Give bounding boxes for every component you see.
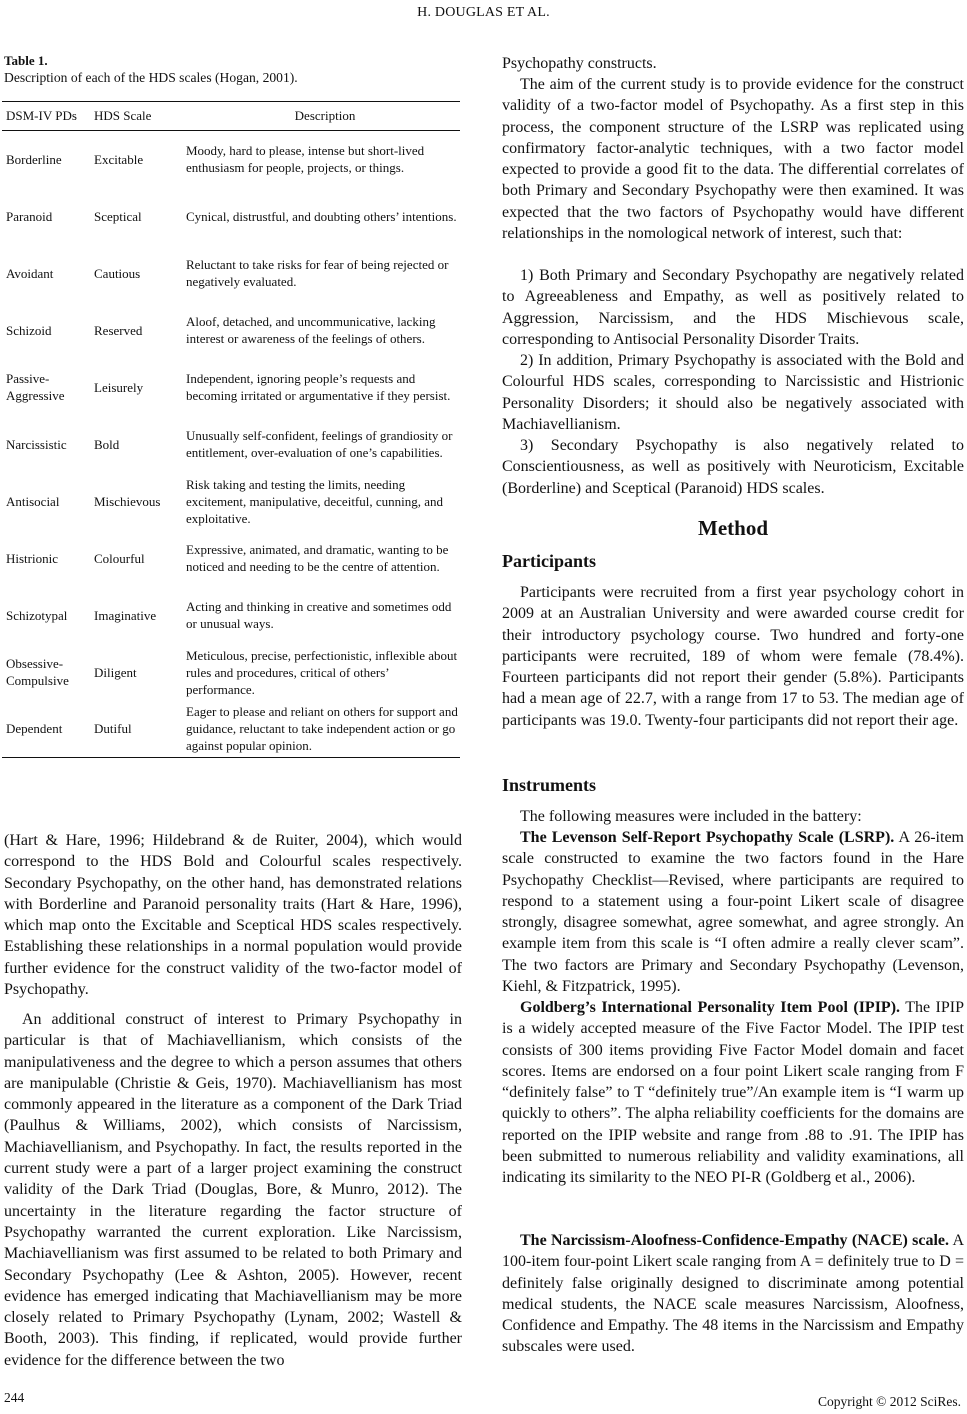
dsm-pd-cell: Obsessive-Compulsive	[6, 656, 69, 688]
table-row	[2, 644, 460, 701]
ipip-text: The IPIP is a widely accepted measure of the Five Factor Model. The IPIP test consists of 300 items providing Five Factor Model domain and facet scores. Items are endorsed on a four point Likert scale ranging from F “definitely false” to T “definitely true”/An example item is “I warm up quickly to others”. The alpha reliability coefficients for the domains are reported on the IPIP website and range from .88 to .91. The IPIP has been submitted to numerous reliability and validity examinations, all indicating its similarity to the NEO PI-R (Goldberg et al., 2006).	[502, 999, 964, 1187]
hds-scale-cell: Imaginative	[94, 607, 157, 623]
dsm-pd-cell: Borderline	[6, 151, 62, 167]
description-cell: Reluctant to take risks for fear of being rejected or negatively evaluated.	[186, 257, 449, 289]
table-row	[2, 302, 460, 359]
dsm-pd-cell: Histrionic	[6, 550, 58, 566]
hypothesis-2: 2) In addition, Primary Psychopathy is associated with the Bold and Colourful HDS scales, corresponding to Narcissistic and Histrionic Personality Disorders; it should also be negatively associated with Machiavellianism.	[502, 352, 964, 433]
hypothesis-1: 1) Both Primary and Secondary Psychopathy are negatively related to Agreeableness and Empathy, as well as positively related to Aggression, Narcissism, and the HDS Mischievous scale, corresponding to Antisocial Personality Disorder Traits.	[502, 267, 964, 348]
table-header-row	[2, 102, 460, 131]
copyright-notice: Copyright © 2012 SciRes.	[817, 1394, 961, 1409]
table-row	[2, 416, 460, 473]
nace-text: A 100-item four-point Likert scale ranging from A = definitely true to D = definitely false originally designed to discriminate among potential medical students, the NACE scale measures Narcissism, Aloofness, Confidence and Empathy. The 48 items in the Narcissism and Empathy subscales were used.	[502, 1232, 965, 1356]
description-cell: Acting and thinking in creative and sometimes odd or unusual ways.	[186, 599, 452, 631]
dsm-pd-cell: Narcissistic	[6, 436, 67, 452]
description-cell: Expressive, animated, and dramatic, wanting to be noticed and needing to be the centre of attention.	[186, 542, 449, 574]
hds-scale-cell: Sceptical	[94, 208, 142, 224]
running-head: H. DOUGLAS ET AL.	[417, 5, 550, 20]
dsm-pd-cell: Paranoid	[6, 208, 53, 224]
table-caption: Description of each of the HDS scales (Hogan, 2001).	[4, 70, 298, 85]
nace-title: The Narcissism-Aloofness-Confidence-Empathy (NACE) scale.	[520, 1232, 950, 1249]
column-header-dsm: DSM-IV PDs	[2, 102, 90, 131]
hds-scale-cell: Colourful	[94, 550, 145, 566]
column-header-description: Description	[186, 102, 460, 131]
hds-scale-cell: Reserved	[94, 322, 143, 338]
hds-scale-cell: Dutiful	[94, 721, 132, 737]
table-row	[2, 245, 460, 302]
dsm-pd-cell: Schizoid	[6, 322, 52, 338]
hds-scale-cell: Cautious	[94, 265, 141, 281]
subsection-title-instruments: Instruments	[502, 775, 597, 795]
hds-scale-cell: Bold	[94, 436, 120, 452]
table-row	[2, 359, 460, 416]
hds-scale-cell: Diligent	[94, 664, 137, 680]
description-cell: Independent, ignoring people’s requests and becoming irritated or argumentative if they persist.	[186, 371, 451, 403]
description-cell: Meticulous, precise, perfectionistic, inflexible about rules and procedures, critical of others’ performance.	[186, 647, 458, 697]
hds-scale-cell: Leisurely	[94, 379, 144, 395]
table-row	[2, 701, 460, 758]
description-cell: Risk taking and testing the limits, needing excitement, manipulative, deceitful, cunning, and exploitative.	[186, 476, 444, 526]
section-title-method: Method	[698, 516, 768, 540]
paragraph-hart-hare: (Hart & Hare, 1996; Hildebrand & de Ruiter, 2004), which would correspond to the HDS Bold and Colourful scales respectively. Secondary Psychopathy, on the other hand, has demonstrated relations with Borderline and Paranoid personality traits (Hart & Hare, 1996), which map onto the Excitable and Sceptical HDS scales respectively. Establishing these relationships in a normal population would provide further evidence for the construct validity of the two-factor model of Psychopathy.	[4, 832, 462, 999]
paragraph-aim: The aim of the current study is to provide evidence for the construct validity of a two-factor model of Psychopathy. As a first step in this process, the component structure of the LSRP was replicated using confirmatory factor-analytic techniques, with a two factor model expected to provide a good fit to the data. The differential correlates of both Primary and Secondary Psychopathy were then examined. It was expected that the two factors of Psychopathy would have different relationships in the nomological network of interest, such that:	[502, 76, 964, 243]
subsection-title-participants: Participants	[502, 551, 596, 571]
description-cell: Eager to please and reliant on others for support and guidance, reluctant to take independent action or go against popular opinion.	[186, 704, 458, 754]
paragraph-ipip	[502, 997, 964, 1189]
column-header-hds: HDS Scale	[90, 102, 186, 131]
dsm-pd-cell: Schizotypal	[6, 607, 68, 623]
hds-scale-cell: Excitable	[94, 151, 144, 167]
lsrp-title: The Levenson Self-Report Psychopathy Scale (LSRP).	[520, 829, 895, 846]
paragraph-machiavellianism: An additional construct of interest to Primary Psychopathy in particular is that of Machiavellianism, which consists of the manipulativeness and the degree to which a person assumes that others are manipulable (Christie & Geis, 1970). Machiavellianism has most commonly appeared in the literature as a component of the Dark Triad (Paulhus & Williams, 2002), which consists of Narcissism, Machiavellianism, and Psychopathy. In fact, the results reported in the current study were a part of a larger project examining the construct validity of the Dark Triad (Douglas, Bore, & Munro, 2012). The uncertainty in the literature regarding the factor structure of Psychopathy warranted the current exploration. Like Narcissism, Machiavellianism was first assumed to be related to both Primary and Secondary Psychopathy (Lee & Ashton, 2005). However, recent evidence has emerged indicating that Machiavellianism may be more closely related to Primary Psychopathy (Lynam, 2002; Wastell & Booth, 2003). This finding, if replicated, would provide further evidence for the difference between the two	[4, 1011, 462, 1369]
table-row	[2, 473, 460, 530]
ipip-title: Goldberg’s International Personality Item Pool (IPIP).	[520, 999, 901, 1016]
table-row	[2, 530, 460, 587]
hds-scales-table	[2, 101, 460, 758]
hds-scale-cell: Mischievous	[94, 493, 161, 509]
lsrp-text: A 26-item scale constructed to examine the two factors found in the Hare Psychopathy Checklist—Revised, where participants are required to respond to a statement using a four-point Likert scale of disagree strongly, disagree somewhat, agree somewhat, and agree strongly. An example item from this scale is “I often admire a really clever scam”. The two factors are Primary and Secondary Psychopathy (Levenson, Kiehl, & Fitzpatrick, 1995).	[502, 829, 964, 996]
paragraph-instruments-intro: The following measures were included in the battery:	[520, 808, 862, 825]
paragraph-psychopathy-constructs: Psychopathy constructs.	[502, 55, 657, 72]
dsm-pd-cell: Dependent	[6, 721, 63, 737]
hypothesis-3: 3) Secondary Psychopathy is also negatively related to Conscientiousness, as well as positively with Neuroticism, Excitable (Borderline) and Sceptical (Paranoid) HDS scales.	[502, 437, 964, 497]
dsm-pd-cell: Passive-Aggressive	[6, 371, 65, 403]
table-row	[2, 188, 460, 245]
paragraph-nace	[502, 1230, 964, 1358]
page-number: 244	[4, 1390, 25, 1405]
dsm-pd-cell: Avoidant	[6, 265, 54, 281]
paragraph-participants: Participants were recruited from a first year psychology cohort in 2009 at an Australian University and were awarded course credit for their introductory psychology course. Two hundred and forty-one participants were recruited, 189 of whom were female (78.4%). Fourteen participants did not report their gender (5.8%). Participants had a mean age of 22.7, with a range from 17 to 53. The median age of participants was 19.0. Twenty-four participants did not report their age.	[502, 584, 964, 729]
description-cell: Moody, hard to please, intense but short-lived enthusiasm for people, projects, or things.	[186, 143, 425, 176]
paragraph-lsrp	[502, 827, 964, 997]
description-cell: Unusually self-confident, feelings of grandiosity or entitlement, over-evaluation of one’s capabilities.	[186, 428, 453, 460]
dsm-pd-cell: Antisocial	[6, 493, 60, 509]
description-cell: Cynical, distrustful, and doubting others’ intentions.	[186, 208, 457, 224]
table-row	[2, 131, 460, 188]
table-title: Table 1.	[4, 53, 48, 68]
table-row	[2, 587, 460, 644]
description-cell: Aloof, detached, and uncommunicative, lacking interest or awareness of the feelings of others.	[186, 314, 436, 346]
